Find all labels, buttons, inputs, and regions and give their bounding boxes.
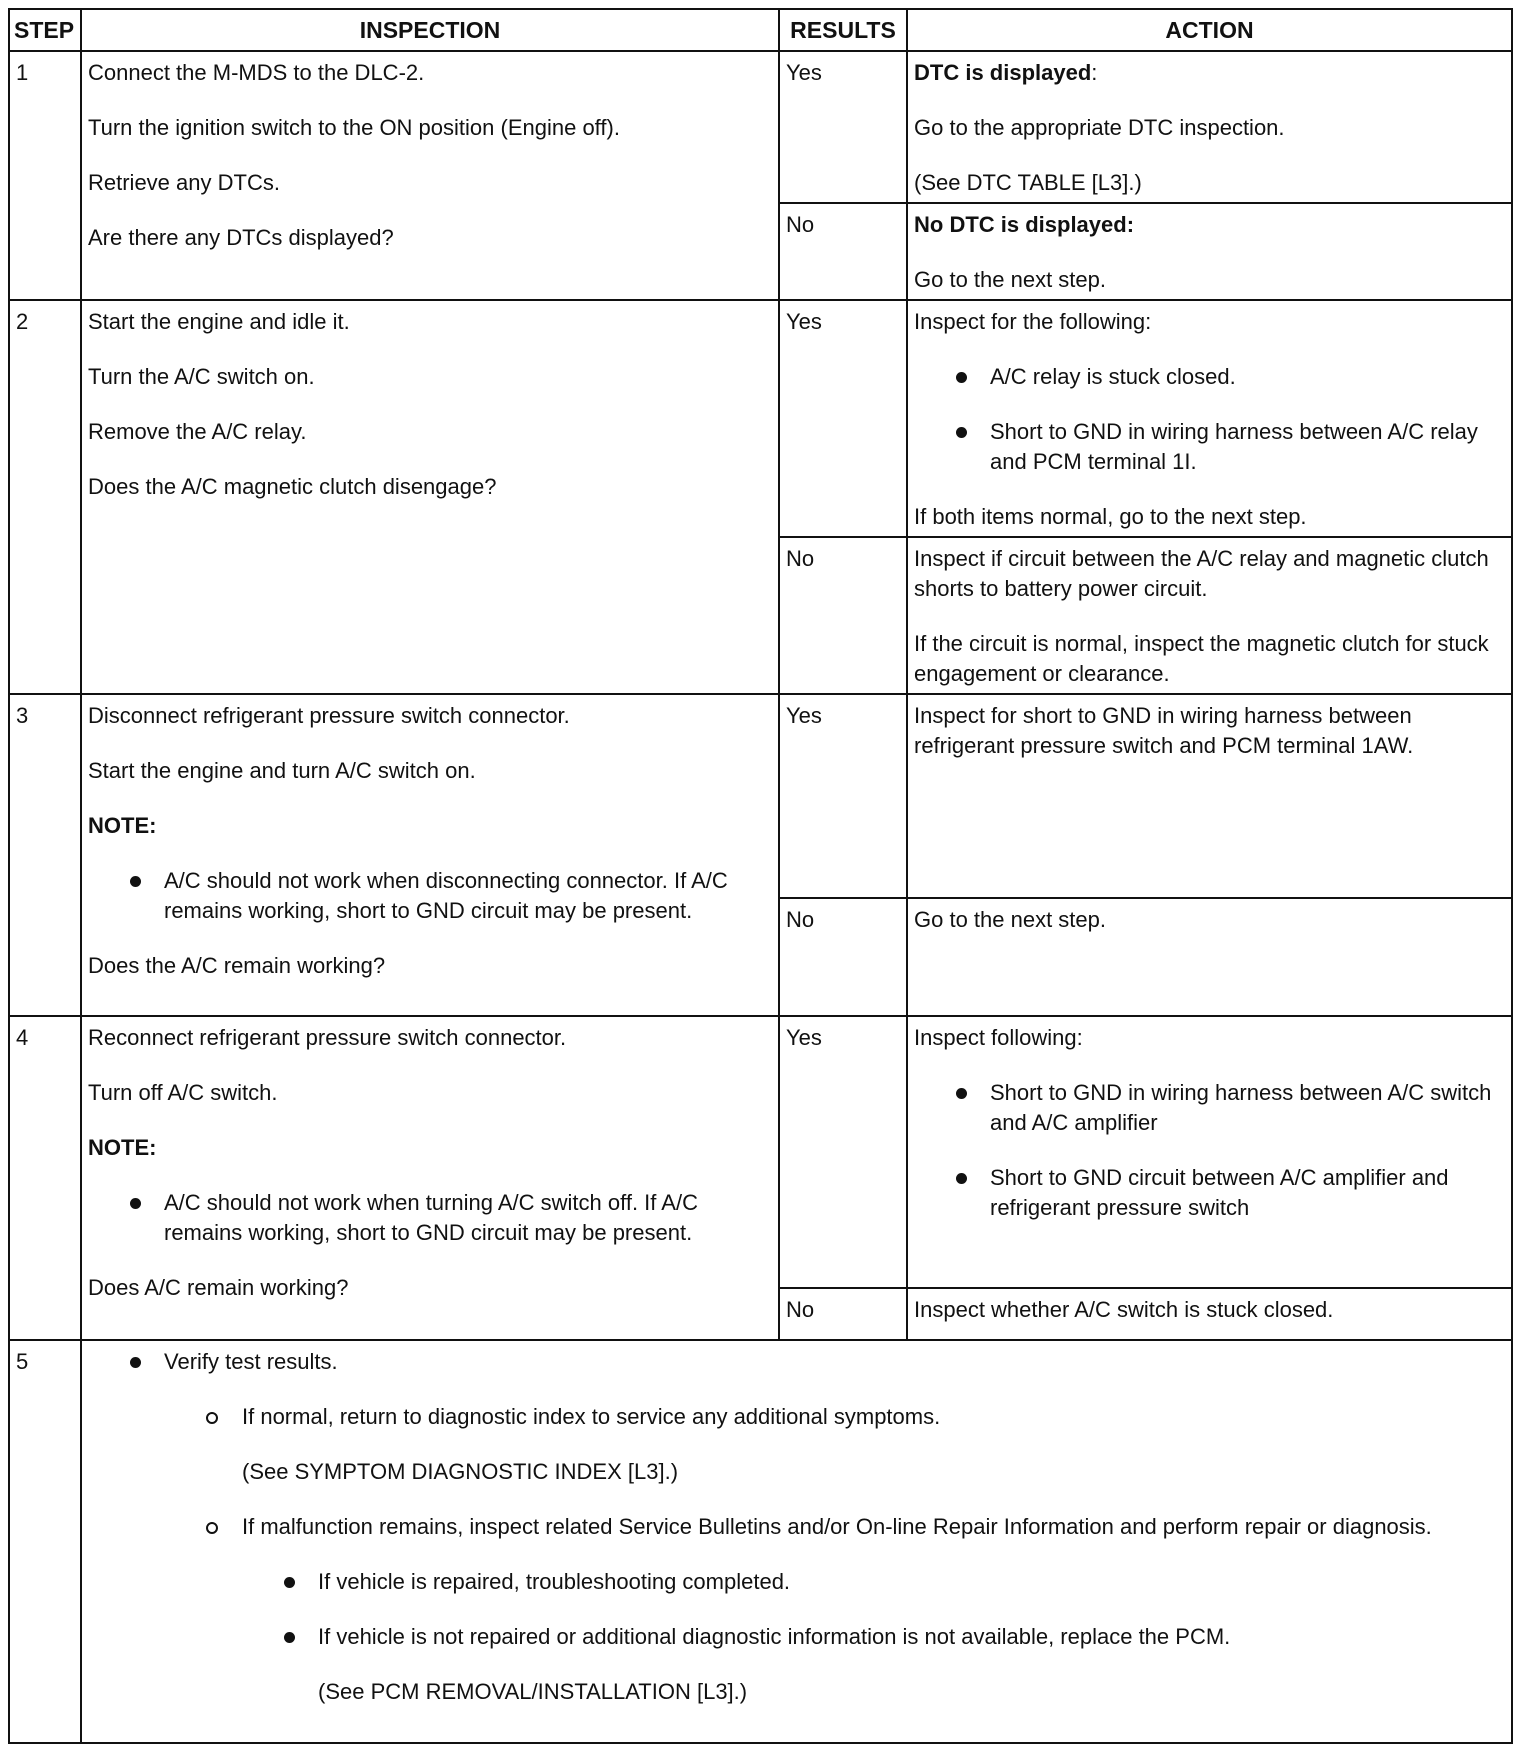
inspection-text: Remove the A/C relay.: [88, 419, 307, 444]
action-text: Go to the next step.: [914, 907, 1107, 932]
step-4-row-yes: [9, 1016, 1512, 1288]
note-label: NOTE:: [88, 813, 157, 838]
heading-colon: :: [1091, 60, 1098, 85]
inspection-question: Does A/C remain working?: [88, 1275, 349, 1300]
list-item: Verify test results.: [88, 1347, 1505, 1377]
step-number: 4: [9, 1016, 81, 1340]
reference-link[interactable]: (See SYMPTOM DIAGNOSTIC INDEX [L3].): [242, 1459, 679, 1484]
list-item: A/C should not work when disconnecting connector. If A/C remains working, short to GND circuit may be present.: [88, 866, 772, 926]
action-text: Inspect if circuit between the A/C relay and magnetic clutch shorts to battery power circuit.: [914, 546, 1489, 601]
action-text: If both items normal, go to the next step.: [914, 504, 1307, 529]
sub-bullet-list: [88, 1512, 1505, 1542]
header-results: RESULTS: [779, 9, 907, 51]
note-bullet-list: [88, 866, 772, 926]
action-heading: DTC is displayed: [914, 60, 1092, 85]
sub-bullet-list: [88, 1402, 1505, 1432]
step-2-action-no: [907, 537, 1512, 694]
note-label: NOTE:: [88, 1135, 157, 1160]
header-row: [9, 9, 1512, 51]
inspection-text: Turn the ignition switch to the ON position (Engine off).: [88, 115, 620, 140]
list-item: If vehicle is repaired, troubleshooting completed.: [88, 1567, 1505, 1597]
result-no: No: [779, 1288, 907, 1340]
result-yes: Yes: [779, 1016, 907, 1288]
inspection-text: Reconnect refrigerant pressure switch connector.: [88, 1025, 567, 1050]
result-yes: Yes: [779, 300, 907, 537]
list-item: Short to GND circuit between A/C amplifier and refrigerant pressure switch: [914, 1163, 1505, 1223]
step-4-inspection: [81, 1016, 779, 1340]
action-bullet-list: [914, 362, 1505, 477]
result-yes: Yes: [779, 51, 907, 203]
step-2-row-yes: [9, 300, 1512, 537]
list-item: A/C relay is stuck closed.: [914, 362, 1505, 392]
list-item: Short to GND in wiring harness between A/C relay and PCM terminal 1I.: [914, 417, 1505, 477]
inspection-text: Start the engine and idle it.: [88, 309, 350, 334]
inspection-text: Turn the A/C switch on.: [88, 364, 315, 389]
step-5-row: [9, 1340, 1512, 1743]
action-text: Inspect whether A/C switch is stuck closed.: [914, 1297, 1334, 1322]
inspection-text: Disconnect refrigerant pressure switch connector.: [88, 703, 570, 728]
deep-bullet-list: [88, 1567, 1505, 1652]
step-4-action-yes: [907, 1016, 1512, 1288]
list-item: Short to GND in wiring harness between A/C switch and A/C amplifier: [914, 1078, 1505, 1138]
list-item: If vehicle is not repaired or additional diagnostic information is not available, replace the PCM.: [88, 1622, 1505, 1652]
action-text: If the circuit is normal, inspect the magnetic clutch for stuck engagement or clearance.: [914, 631, 1489, 686]
step-number: 3: [9, 694, 81, 1016]
result-yes: Yes: [779, 694, 907, 898]
action-text: Inspect for the following:: [914, 309, 1152, 334]
result-no: No: [779, 898, 907, 1016]
header-action: ACTION: [907, 9, 1512, 51]
action-text: Go to the appropriate DTC inspection.: [914, 115, 1285, 140]
step-4-action-no: [907, 1288, 1512, 1340]
action-text: Inspect following:: [914, 1025, 1083, 1050]
inspection-text: Retrieve any DTCs.: [88, 170, 280, 195]
step-number: 2: [9, 300, 81, 694]
step-1-inspection: [81, 51, 779, 300]
inspection-text: Connect the M-MDS to the DLC-2.: [88, 60, 425, 85]
step-5-content: [81, 1340, 1512, 1743]
note-bullet-list: [88, 1188, 772, 1248]
inspection-text: Start the engine and turn A/C switch on.: [88, 758, 476, 783]
step-2-action-yes: [907, 300, 1512, 537]
action-heading: No DTC is displayed:: [914, 212, 1135, 237]
list-item: If malfunction remains, inspect related Service Bulletins and/or On-line Repair Information and perform repair or diagnosis.: [88, 1512, 1505, 1542]
result-no: No: [779, 203, 907, 300]
reference-link[interactable]: (See PCM REMOVAL/INSTALLATION [L3].): [318, 1679, 748, 1704]
list-item: If normal, return to diagnostic index to service any additional symptoms.: [88, 1402, 1505, 1432]
step-number: 1: [9, 51, 81, 300]
action-bullet-list: [914, 1078, 1505, 1223]
action-text: Go to the next step.: [914, 267, 1107, 292]
step-1-action-no: [907, 203, 1512, 300]
inspection-question: Are there any DTCs displayed?: [88, 225, 394, 250]
step-2-inspection: [81, 300, 779, 694]
step-3-action-yes: [907, 694, 1512, 898]
header-step: STEP: [9, 9, 81, 51]
inspection-question: Does the A/C remain working?: [88, 953, 386, 978]
inspection-question: Does the A/C magnetic clutch disengage?: [88, 474, 497, 499]
list-item: A/C should not work when turning A/C switch off. If A/C remains working, short to GND circuit may be present.: [88, 1188, 772, 1248]
inspection-text: Turn off A/C switch.: [88, 1080, 278, 1105]
step-1-action-yes: [907, 51, 1512, 203]
step-3-action-no: [907, 898, 1512, 1016]
step-1-row-yes: [9, 51, 1512, 203]
result-no: No: [779, 537, 907, 694]
diagnostic-table: [8, 8, 1513, 1744]
reference-link[interactable]: (See DTC TABLE [L3].): [914, 170, 1142, 195]
step-number: 5: [9, 1340, 81, 1743]
verify-bullet-list: [88, 1347, 1505, 1377]
step-3-inspection: [81, 694, 779, 1016]
header-inspection: INSPECTION: [81, 9, 779, 51]
step-3-row-yes: [9, 694, 1512, 898]
action-text: Inspect for short to GND in wiring harness between refrigerant pressure switch and PCM terminal 1AW.: [914, 703, 1414, 758]
